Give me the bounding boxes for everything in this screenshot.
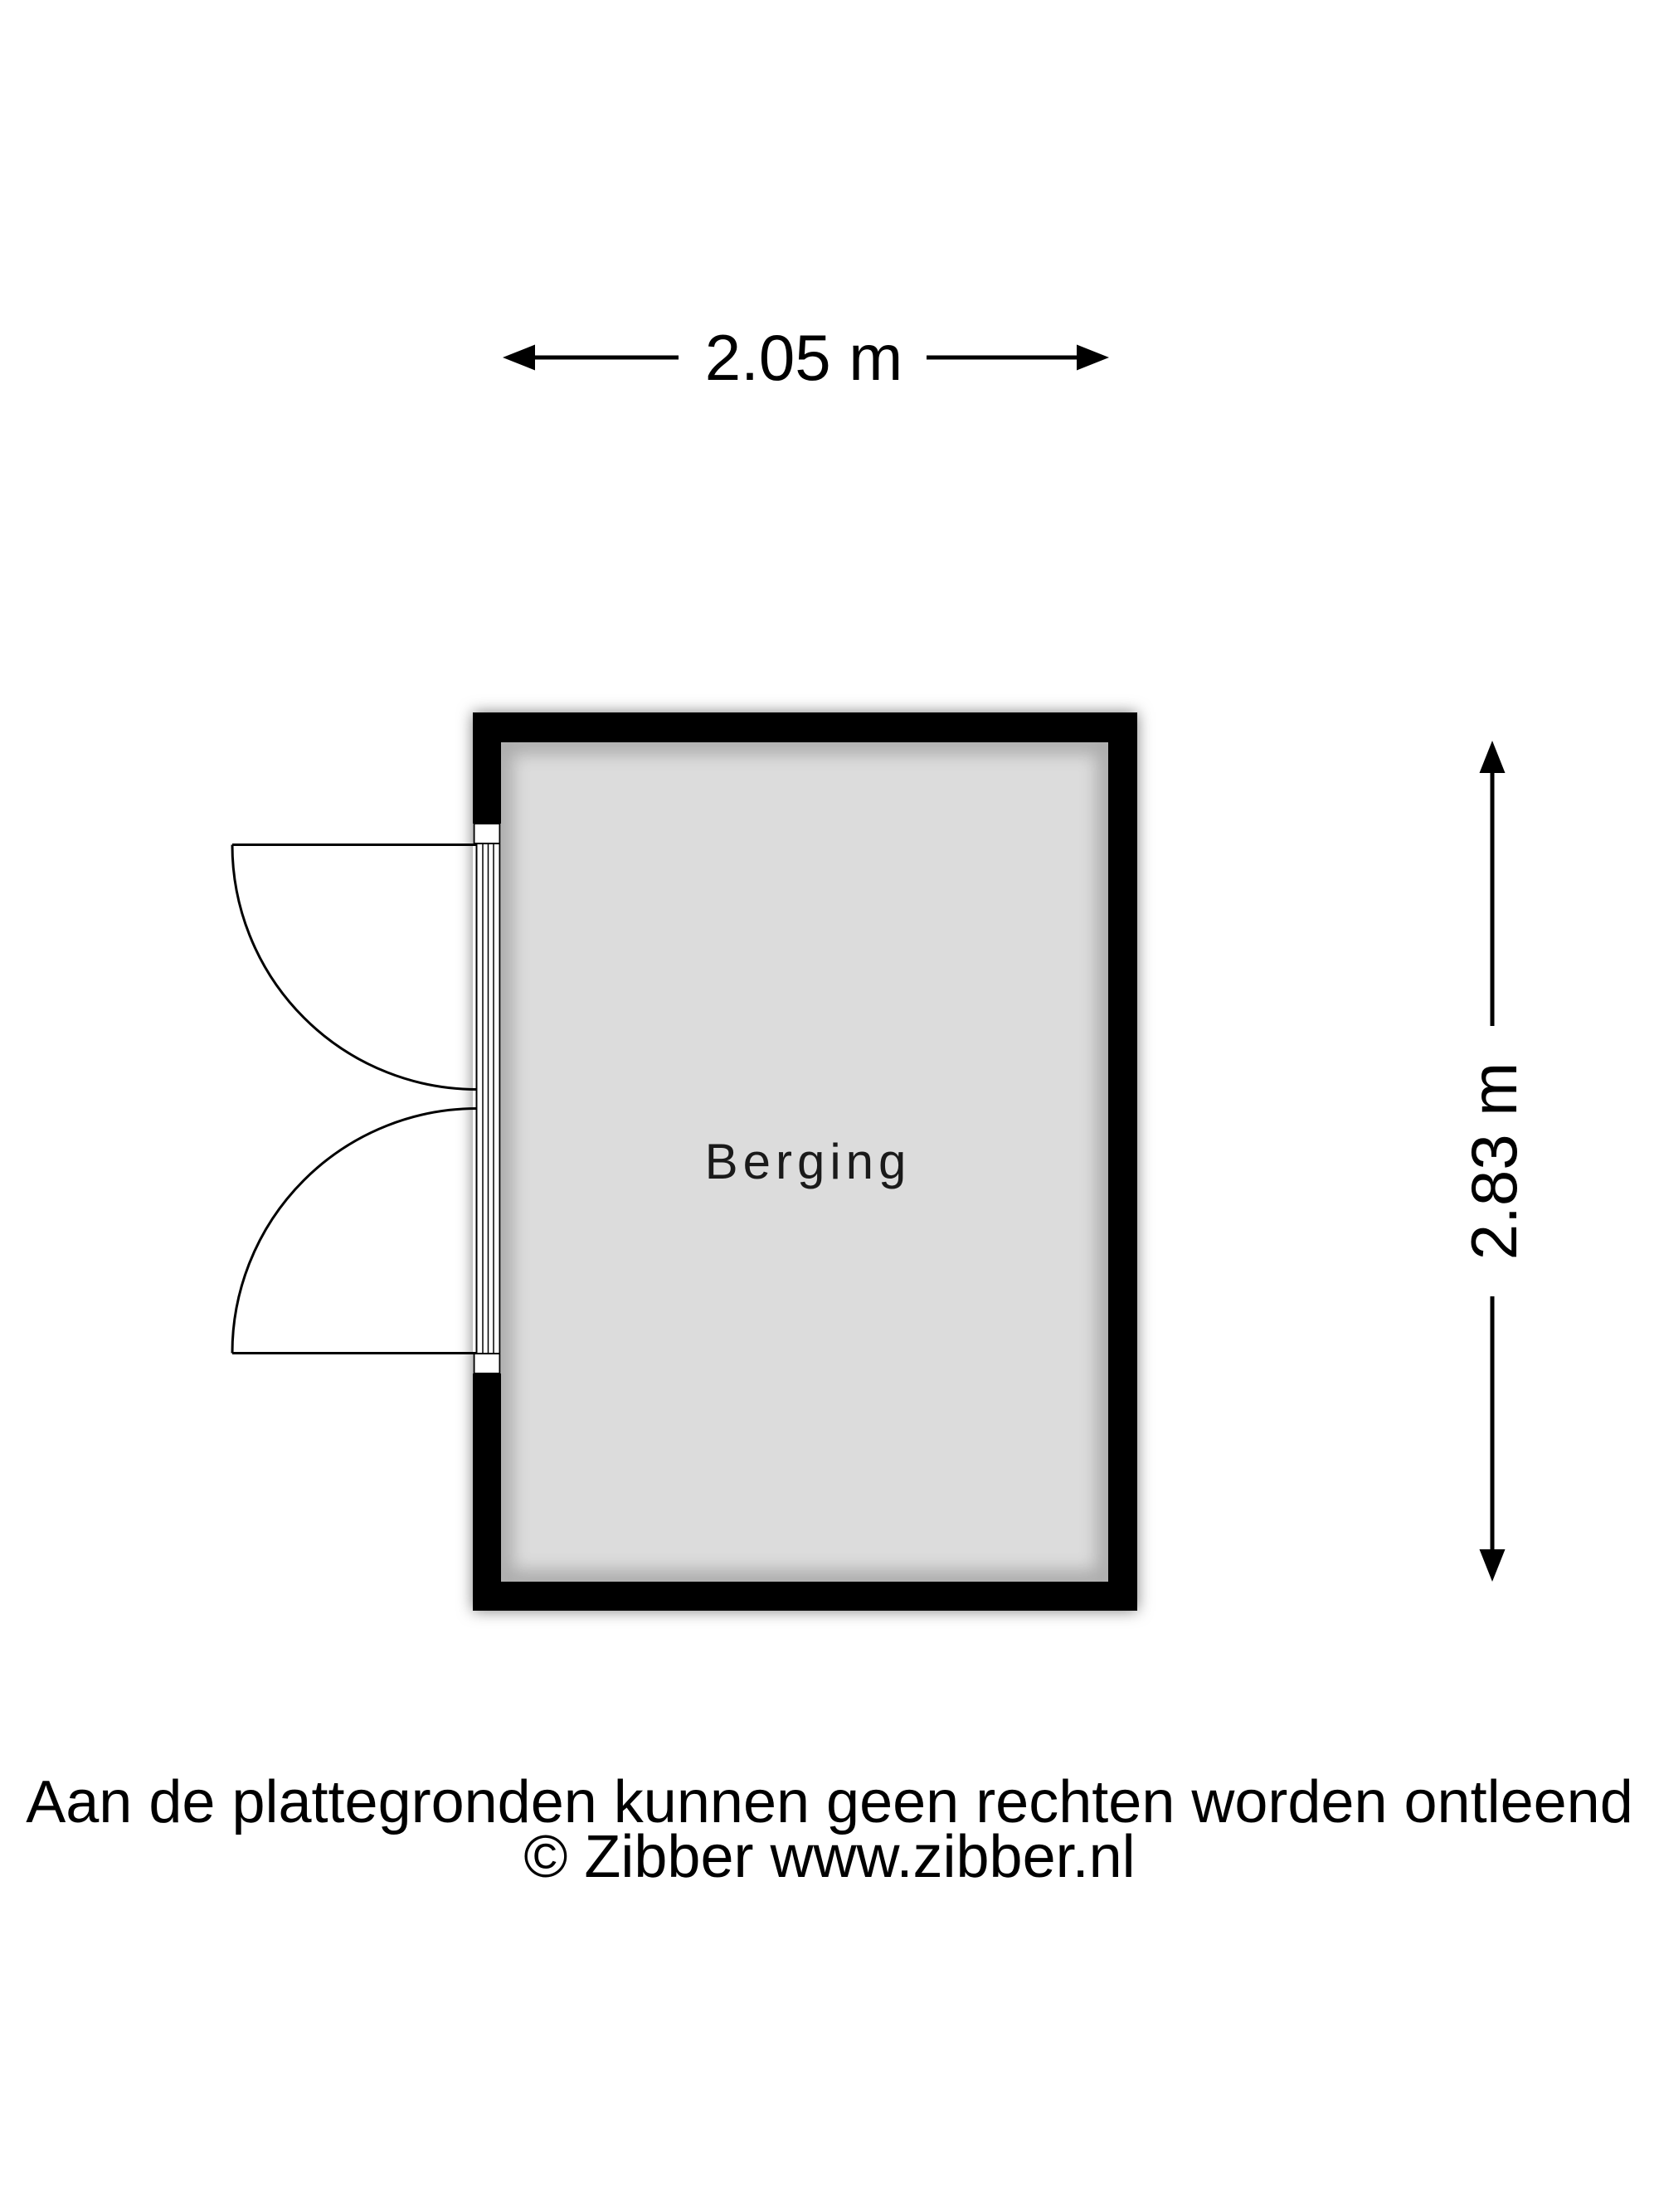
double-door bbox=[232, 824, 500, 1373]
wall-bottom bbox=[473, 1582, 1137, 1611]
door-post-top bbox=[474, 824, 500, 843]
disclaimer-text: Aan de plattegronden kunnen geen rechten worden ontleend bbox=[26, 1769, 1633, 1835]
wall-right bbox=[1108, 712, 1137, 1611]
wall-top bbox=[473, 712, 1137, 742]
door-swing-arc-bottom bbox=[232, 1109, 477, 1354]
height-dimension-label: 2.83 m bbox=[1457, 1062, 1530, 1261]
door-post-bottom bbox=[474, 1354, 500, 1373]
wall-left-bottom-stub bbox=[473, 1373, 501, 1611]
copyright-text: © Zibber www.zibber.nl bbox=[523, 1824, 1136, 1890]
wall-left-top-stub bbox=[473, 712, 501, 824]
arrow-down-icon bbox=[1480, 1549, 1506, 1582]
width-dimension-label: 2.05 m bbox=[704, 321, 903, 394]
width-dimension bbox=[503, 321, 1109, 394]
arrow-left-icon bbox=[503, 345, 535, 371]
arrow-right-icon bbox=[1077, 345, 1109, 371]
door-swing-arc-top bbox=[232, 845, 477, 1090]
room-label: Berging bbox=[704, 1134, 912, 1189]
arrow-up-icon bbox=[1480, 741, 1506, 773]
height-dimension bbox=[1457, 741, 1530, 1582]
